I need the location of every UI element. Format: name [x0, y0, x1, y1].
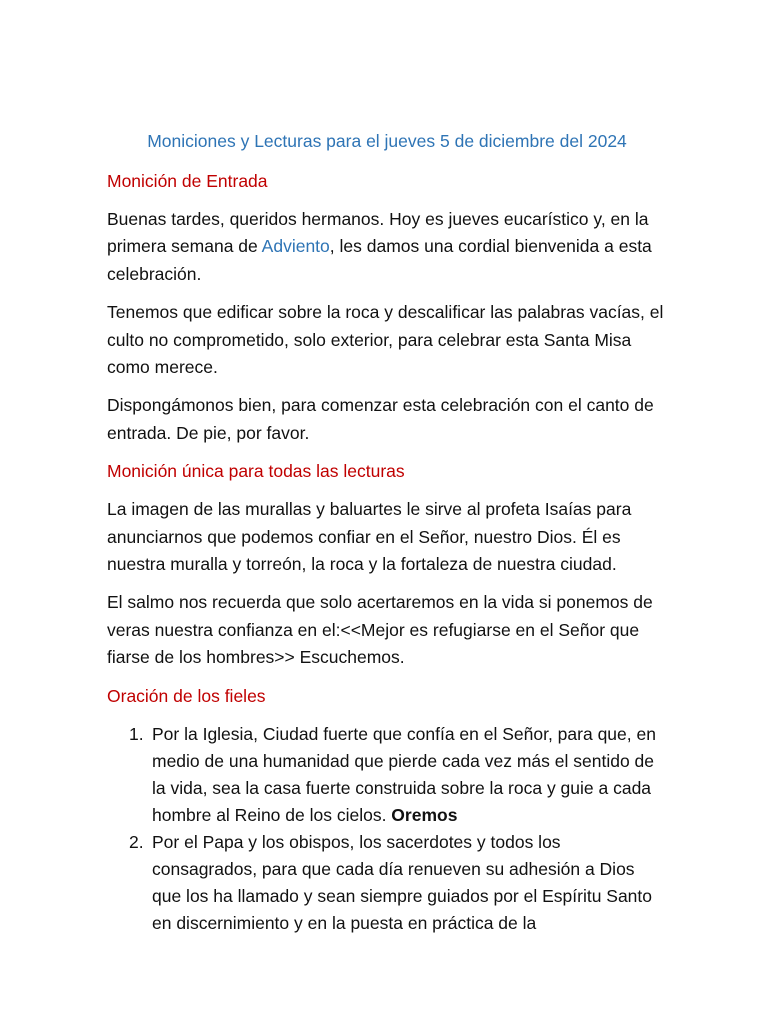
paragraph-dispongamonos: Dispongámonos bien, para comenzar esta celebración con el canto de entrada. De pie, por favor.: [107, 395, 654, 443]
heading-oracion-fieles: Oración de los fieles: [107, 685, 266, 706]
list-item: [107, 721, 667, 829]
adviento-link[interactable]: Adviento: [261, 236, 330, 257]
prayers-list: [107, 721, 667, 937]
document-title: Moniciones y Lecturas para el jueves 5 de diciembre del 2024: [147, 131, 627, 151]
bienvenida-text-end: , les damos una cordial bienvenida a esta celebración.: [107, 236, 652, 284]
list-item-text: Por la Iglesia, Ciudad fuerte que confía en el Señor, para que, en medio de una humanidad que pierde cada vez más el sentido de la vida, sea la casa fuerte construida sobre la roca y guie a cada hombre al Reino de los cielos.: [152, 723, 656, 825]
paragraph-salmo: El salmo nos recuerda que solo acertaremos en la vida si ponemos de veras nuestra confianza en el:<<Mejor es refugiarse en el Señor que fiarse de los hombres>> Escuchemos.: [107, 592, 653, 668]
paragraph-murallas: La imagen de las murallas y baluartes le sirve al profeta Isaías para anunciarnos que podemos confiar en el Señor, nuestro Dios. Él es nuestra muralla y torreón, la roca y la fortaleza de nuestra ciudad.: [107, 499, 632, 575]
paragraph-edificar: Tenemos que edificar sobre la roca y descalificar las palabras vacías, el culto no comprometido, solo exterior, para celebrar esta Santa Misa como merece.: [107, 302, 664, 378]
list-item-text: Por el Papa y los obispos, los sacerdotes y todos los consagrados, para que cada día renueven su adhesión a Dios que los ha llamado y sean siempre guiados por el Espíritu Santo en discernimiento y en la puesta en práctica de la: [152, 831, 653, 933]
list-item: [107, 829, 667, 937]
document-page: [107, 128, 667, 937]
paragraph-bienvenida: [107, 206, 667, 288]
list-item-response: Oremos: [391, 804, 458, 825]
heading-monicion-lecturas: Monición única para todas las lecturas: [107, 461, 405, 482]
list-item-number: 1.: [129, 723, 144, 744]
list-item-number: 2.: [129, 831, 144, 852]
bienvenida-text-start: Buenas tardes, queridos hermanos. Hoy es jueves eucarístico y, en la primera semana de: [107, 209, 649, 257]
heading-monicion-entrada: Monición de Entrada: [107, 171, 268, 191]
